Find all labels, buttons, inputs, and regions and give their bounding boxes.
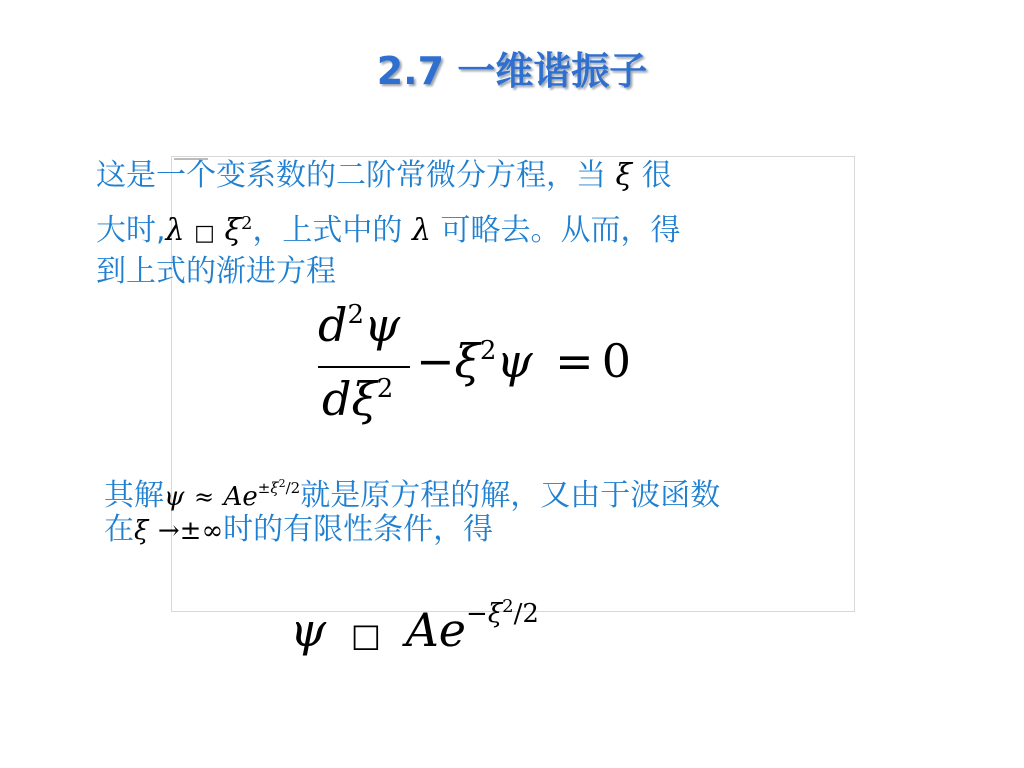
text: 在 xyxy=(104,512,134,547)
minus-sign: − xyxy=(416,334,455,388)
paragraph-1-line-1 xyxy=(96,150,672,202)
slide-title: 2.7 一维谐振子 xyxy=(376,49,648,93)
exp-pm-xi: ±ξ xyxy=(257,479,279,497)
exp-tail: /2 xyxy=(513,599,539,629)
superscript-2: 2 xyxy=(376,374,394,404)
exp-tail: /2 xyxy=(285,479,301,497)
d: d xyxy=(318,298,348,352)
psi-symbol: ψ xyxy=(496,334,533,388)
superscript-2: 2 xyxy=(240,213,253,234)
text: 大时, xyxy=(96,213,166,248)
text: 很 xyxy=(641,158,672,193)
equals-sign: = xyxy=(555,334,594,388)
eq1-denominator xyxy=(322,372,393,426)
text: 就是原方程的解，又由于波函数 xyxy=(300,478,721,513)
A-symbol: A xyxy=(405,603,439,657)
paragraph-1-line-3: 到上式的渐进方程 xyxy=(96,254,336,289)
exp-sq: 2 xyxy=(502,596,514,617)
eq2 xyxy=(290,596,539,657)
lambda-symbol: λ xyxy=(165,213,185,248)
psi-symbol: ψ xyxy=(364,298,401,352)
approx-sign: ≈ xyxy=(193,483,215,511)
zero: 0 xyxy=(601,334,631,388)
e-symbol: e xyxy=(242,482,258,512)
pm-infinity: ±∞ xyxy=(179,516,224,546)
psi-symbol: ψ xyxy=(164,482,185,512)
paragraph-2-line-2 xyxy=(104,504,493,557)
eq1-rhs xyxy=(416,334,631,388)
fraction-bar xyxy=(318,366,410,368)
exp-sq: 2 xyxy=(278,477,286,490)
xi-symbol: ξ xyxy=(134,516,149,546)
exponent xyxy=(258,479,300,497)
xi-symbol: ξ xyxy=(615,158,633,193)
text: 其解 xyxy=(104,478,164,513)
text: 可略去。从而，得 xyxy=(440,213,681,248)
e-symbol: e xyxy=(438,603,467,657)
xi-symbol: ξ xyxy=(454,334,480,388)
lambda-symbol: λ xyxy=(411,213,431,248)
exp-minus-xi: −ξ xyxy=(466,599,503,629)
arrow-sign: → xyxy=(157,516,180,546)
missing-glyph-box: □ xyxy=(350,616,381,654)
superscript-2: 2 xyxy=(479,336,497,366)
xi-symbol: ξ xyxy=(351,372,377,426)
text: ，上式中的 xyxy=(252,213,403,248)
psi-symbol: ψ xyxy=(290,603,327,657)
exponent xyxy=(466,596,539,629)
text: 这是一个变系数的二阶常微分方程，当 xyxy=(96,158,606,193)
xi-symbol: ξ xyxy=(224,213,241,248)
A-symbol: A xyxy=(223,482,243,512)
d: d xyxy=(322,372,352,426)
text: 时的有限性条件，得 xyxy=(223,512,494,547)
missing-glyph-box: □ xyxy=(194,221,215,246)
eq1-numerator xyxy=(318,298,400,352)
superscript-2: 2 xyxy=(347,300,364,330)
